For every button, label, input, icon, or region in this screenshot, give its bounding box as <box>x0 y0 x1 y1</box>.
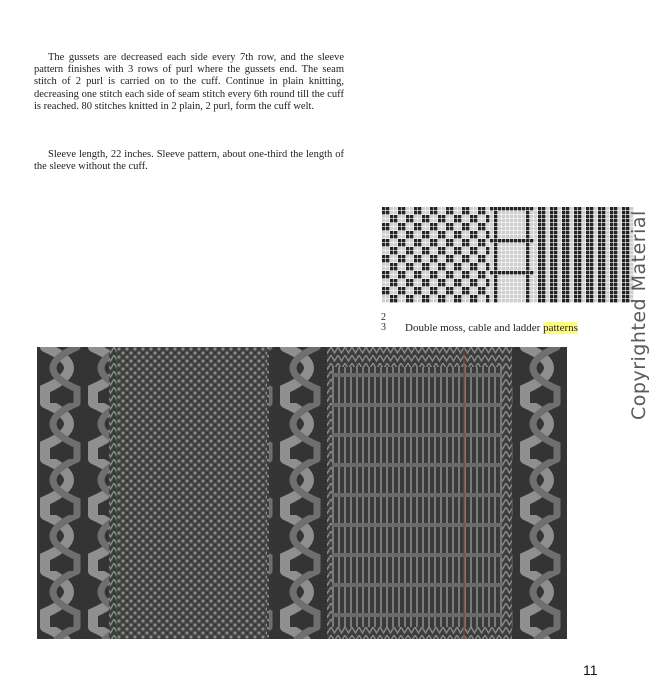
stitch-chart <box>382 207 636 303</box>
figure-caption-highlight: patterns <box>543 322 578 334</box>
figure-number-top: 2 <box>381 312 386 323</box>
body-paragraph-1: The gussets are decreased each side every 7th row, and the sleeve pattern finishes with 3 rows of purl where the gussets end. The seam stitch of 2 purl is carried on to the cuff. Continue in plain knitting, decreasing one stitch each side of seam stitch every 6th round till the cuff is reached. 80 stitches knitted in 2 plain, 2 purl, form the cuff welt. <box>34 52 344 112</box>
figure-numbers <box>381 313 386 333</box>
body-paragraph-2: Sleeve length, 22 inches. Sleeve pattern, about one-third the length of the sleeve without the cuff. <box>34 149 344 173</box>
page-number: 11 <box>583 662 598 678</box>
knitting-photo <box>37 347 567 639</box>
figure-caption-main: Double moss, cable and ladder <box>405 322 541 334</box>
knitting-texture <box>37 347 567 639</box>
figure-number-bottom: 3 <box>381 322 386 333</box>
figure-caption <box>405 322 578 334</box>
copyright-watermark: Copyrighted Material <box>628 210 650 420</box>
